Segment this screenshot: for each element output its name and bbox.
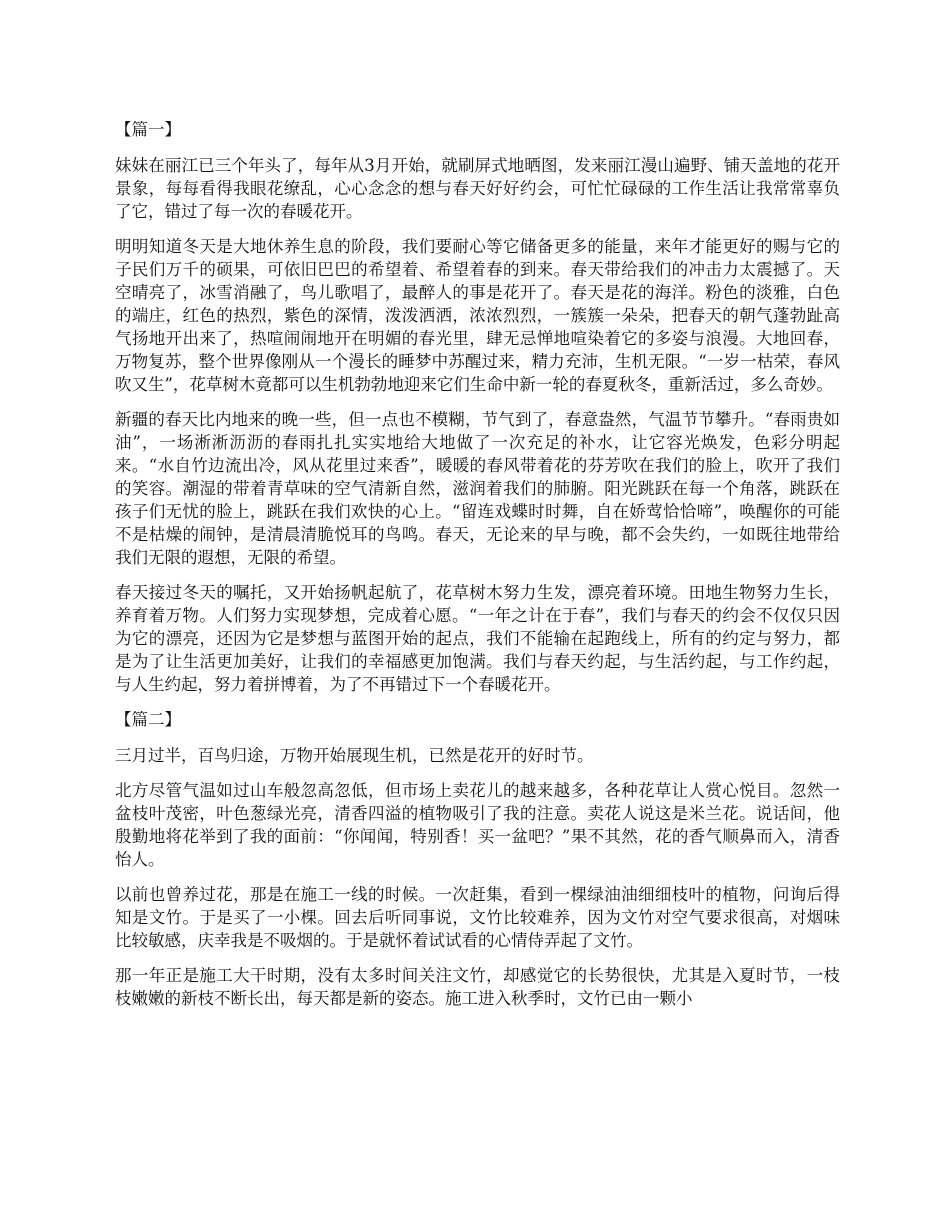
section-heading-1: 【篇一】 bbox=[115, 120, 181, 139]
paragraph: 那一年正是施工大干时期，没有太多时间关注文竹，却感觉它的长势很快，尤其是入夏时节，一枝枝嫩嫩的新枝不断长出，每天都是新的姿态。施工进入秋季时，文竹已由一颗小 bbox=[115, 966, 840, 1008]
paragraph: 三月过半，百鸟归途，万物开始展现生机，已然是花开的好时节。 bbox=[115, 746, 594, 765]
section-heading-2: 【篇二】 bbox=[115, 710, 181, 729]
paragraph: 以前也曾养过花，那是在施工一线的时候。一次赶集，看到一棵绿油油细细枝叶的植物，问询后得知是文竹。于是买了一小棵。回去后听同事说，文竹比较难养，因为文竹对空气要求很高，对烟味比较敏感，庆幸我是不吸烟的。于是就怀着试试看的心情侍弄起了文竹。 bbox=[115, 885, 840, 950]
document-page bbox=[115, 118, 840, 1022]
paragraph: 明明知道冬天是大地休养生息的阶段，我们要耐心等它储备更多的能量，来年才能更好的赐与它的子民们万千的硕果，可依旧巴巴的希望着、希望着春的到来。春天带给我们的冲击力太震撼了。天空晴亮了，冰雪消融了，鸟儿歌唱了，最醉人的事是花开了。春天是花的海洋。粉色的淡雅，白色的端庄，红色的热烈，紫色的深情，泼泼洒洒，浓浓烈烈，一簇簇一朵朵，把春天的朝气蓬勃趾高气扬地开出来了，热喧闹闹地开在明媚的春光里，肆无忌惮地喧染着它的多姿与浪漫。大地回春，万物复苏，整个世界像刚从一个漫长的睡梦中苏醒过来，精力充沛，生机无限。“一岁一枯荣，春风吹又生”，花草树木竟都可以生机勃勃地迎来它们生命中新一轮的春夏秋冬，重新活过，多么奇妙。 bbox=[115, 237, 840, 394]
paragraph: 新疆的春天比内地来的晚一些，但一点也不模糊，节气到了，春意盎然，气温节节攀升。“春雨贵如油”，一场淅淅沥沥的春雨扎扎实实地给大地做了一次充足的补水，让它容光焕发，色彩分明起来。“水自竹边流出冷，风从花里过来香”，暖暖的春风带着花的芬芳吹在我们的脸上，吹开了我们的笑容。潮湿的带着青草味的空气清新自然，滋润着我们的肺腑。阳光跳跃在每一个角落，跳跃在孩子们无忧的脸上，跳跃在我们欢快的心上。“留连戏蝶时时舞，自在娇莺恰恰啼”，唤醒你的可能不是枯燥的闹钟，是清晨清脆悦耳的鸟鸣。春天，无论来的早与晚，都不会失约，一如既往地带给我们无限的遐想，无限的希望。 bbox=[115, 410, 840, 567]
paragraph: 妹妹在丽江已三个年头了，每年从3月开始，就刷屏式地晒图，发来丽江漫山遍野、铺天盖地的花开景象，每每看得我眼花缭乱，心心念念的想与春天好好约会，可忙忙碌碌的工作生活让我常常辜负了它，错过了每一次的春暖花开。 bbox=[115, 156, 840, 221]
paragraph: 北方尽管气温如过山车般忽高忽低，但市场上卖花儿的越来越多，各种花草让人赏心悦目。忽然一盆枝叶茂密，叶色葱绿光亮，清香四溢的植物吸引了我的注意。卖花人说这是米兰花。说话间，他殷勤地将花举到了我的面前：“你闻闻，特别香！买一盆吧？”果不其然，花的香气顺鼻而入，清香怡人。 bbox=[115, 781, 840, 869]
paragraph: 春天接过冬天的嘱托，又开始扬帆起航了，花草树木努力生发，漂亮着环境。田地生物努力生长，养育着万物。人们努力实现梦想，完成着心愿。“一年之计在于春”，我们与春天的约会不仅仅只因为它的漂亮，还因为它是梦想与蓝图开始的起点，我们不能输在起跑线上，所有的约定与努力，都是为了让生活更加美好，让我们的幸福感更加饱满。我们与春天约起，与生活约起，与工作约起，与人生约起，努力着拼博着，为了不再错过下一个春暖花开。 bbox=[115, 583, 840, 694]
